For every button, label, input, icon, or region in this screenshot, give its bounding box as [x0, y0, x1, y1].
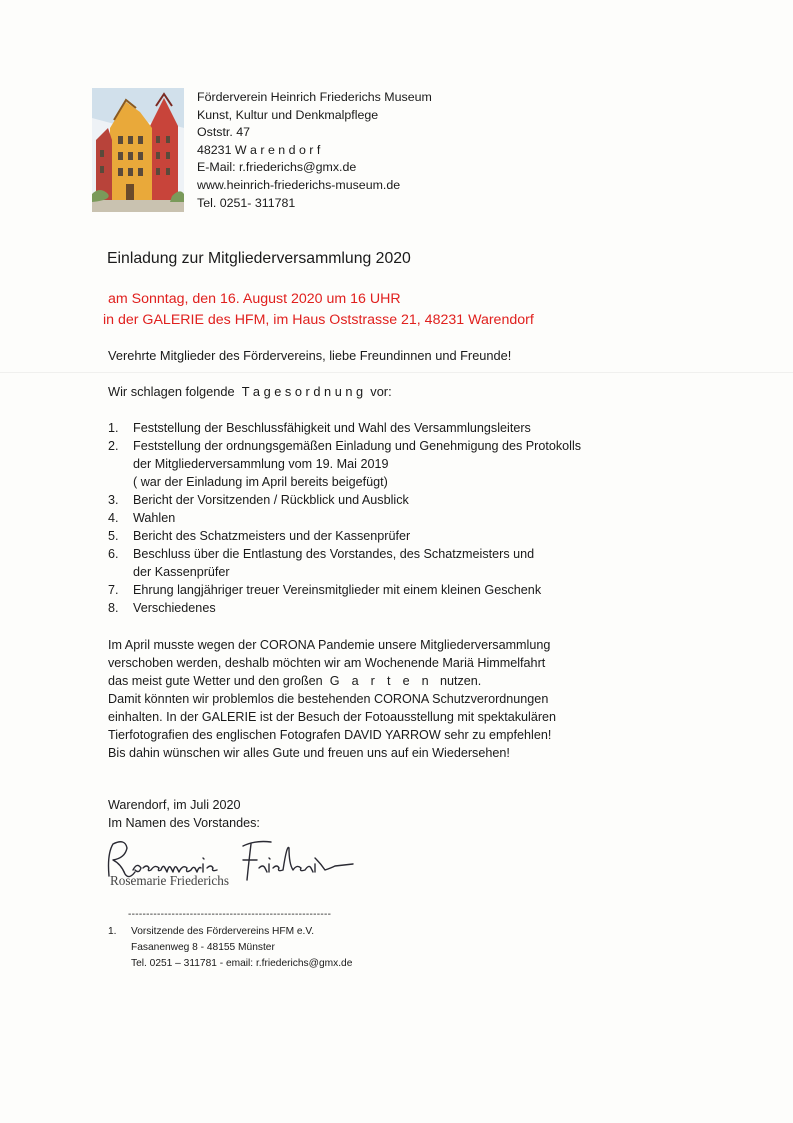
agenda-item: [108, 545, 581, 563]
website-line: www.heinrich-friederichs-museum.de: [197, 177, 401, 192]
letterhead-address: [197, 89, 432, 212]
footnote-line: Tel. 0251 – 311781 - email: r.friederichs@gmx.de: [131, 958, 353, 969]
footnote-block: [108, 924, 352, 972]
agenda-item-number: 8.: [108, 601, 119, 615]
agenda-item: [108, 509, 581, 527]
body-line: Im April musste wegen der CORONA Pandemie unsere Mitgliederversammlung: [108, 638, 551, 652]
agenda-item: [108, 599, 581, 617]
closing-block: [108, 796, 260, 832]
body-line: Damit könnten wir problemlos die bestehenden CORONA Schutzverordnungen: [108, 692, 549, 706]
agenda-item-number: 2.: [108, 439, 119, 453]
footnote-line: Fasanenweg 8 - 48155 Münster: [131, 942, 275, 953]
agenda-intro-word: T a g e s o r d n u n g: [241, 384, 364, 399]
body-line: verschoben werden, deshalb möchten wir am Wochenende Mariä Himmelfahrt: [108, 656, 546, 670]
agenda-item-continuation: ( war der Einladung im April bereits beigefügt): [133, 475, 388, 489]
agenda-item-number: 5.: [108, 529, 119, 543]
agenda-item: [108, 419, 581, 437]
document-title: Einladung zur Mitgliederversammlung 2020: [107, 250, 411, 267]
city: W a r e n d o r f: [234, 142, 321, 157]
agenda-item-number: 1.: [108, 421, 119, 435]
street-address: Oststr. 47: [197, 125, 251, 140]
footnote-number: 1.: [108, 926, 117, 937]
agenda-item-text: Feststellung der Beschlussfähigkeit und Wahl des Versammlungsleiters: [133, 421, 531, 435]
event-location-line: in der GALERIE des HFM, im Haus Oststrasse 21, 48231 Warendorf: [103, 312, 534, 328]
agenda-item: [108, 437, 581, 455]
agenda-intro-after: vor:: [370, 384, 392, 399]
agenda-item-continuation: der Mitgliederversammlung vom 19. Mai 2019: [133, 457, 389, 471]
agenda-item-number: 6.: [108, 547, 119, 561]
association-name: Förderverein Heinrich Friederichs Museum: [197, 90, 432, 104]
agenda-intro-before: Wir schlagen folgende: [108, 384, 235, 399]
paper-fold-line: [0, 372, 793, 373]
phone-line: Tel. 0251- 311781: [197, 195, 296, 210]
agenda-item-number: 3.: [108, 493, 119, 507]
agenda-item-text: Verschiedenes: [133, 601, 216, 615]
agenda-item: [108, 491, 581, 509]
footnote-text: Vorsitzende des Fördervereins HFM e.V.: [131, 926, 315, 937]
postcode-city: [197, 142, 432, 160]
postcode: 48231: [197, 142, 232, 157]
agenda-item-continuation: der Kassenprüfer: [133, 565, 230, 579]
body-line-part: das meist gute Wetter und den großen: [108, 674, 323, 688]
agenda-item-text: Bericht der Vorsitzenden / Rückblick und Ausblick: [133, 493, 409, 507]
agenda-item-text: Wahlen: [133, 511, 176, 525]
body-line: einhalten. In der GALERIE ist der Besuch der Fotoausstellung mit spektakulären: [108, 710, 557, 724]
agenda-item: [108, 581, 581, 599]
place-date: Warendorf, im Juli 2020: [108, 798, 241, 812]
museum-house-logo: [92, 88, 184, 212]
agenda-item: [108, 527, 581, 545]
agenda-item-text: Feststellung der ordnungsgemäßen Einladung und Genehmigung des Protokolls: [133, 439, 582, 453]
agenda-item-number: 4.: [108, 511, 119, 525]
agenda-item-text: Ehrung langjähriger treuer Vereinsmitglieder mit einem kleinen Geschenk: [133, 583, 542, 597]
typed-signatory-name: Rosemarie Friederichs: [110, 873, 230, 888]
footnote-line: [108, 924, 352, 940]
association-subtitle: Kunst, Kultur und Denkmalpflege: [197, 107, 379, 122]
body-line: [108, 672, 556, 690]
agenda-list: [108, 419, 581, 617]
greeting: Verehrte Mitglieder des Fördervereins, liebe Freundinnen und Freunde!: [108, 348, 512, 363]
body-line-part: nutzen.: [439, 674, 482, 688]
footnote-separator: --------------------------------------------------------: [128, 909, 332, 920]
event-date-line: am Sonntag, den 16. August 2020 um 16 UHR: [108, 291, 401, 307]
agenda-item-text: Bericht des Schatzmeisters und der Kassenprüfer: [133, 529, 411, 543]
agenda-item-text: Beschluss über die Entlastung des Vorstandes, des Schatzmeisters und: [133, 547, 535, 561]
body-line: Bis dahin wünschen wir alles Gute und freuen uns auf ein Wiedersehen!: [108, 746, 510, 760]
agenda-intro: [108, 384, 392, 399]
on-behalf-line: Im Namen des Vorstandes:: [108, 816, 260, 830]
garden-word: G a r t e n: [329, 674, 433, 688]
agenda-item-number: 7.: [108, 583, 119, 597]
email-line: E-Mail: r.friederichs@gmx.de: [197, 160, 357, 175]
body-line: Tierfotografien des englischen Fotografen DAVID YARROW sehr zu empfehlen!: [108, 728, 552, 742]
body-paragraph: [108, 636, 556, 762]
